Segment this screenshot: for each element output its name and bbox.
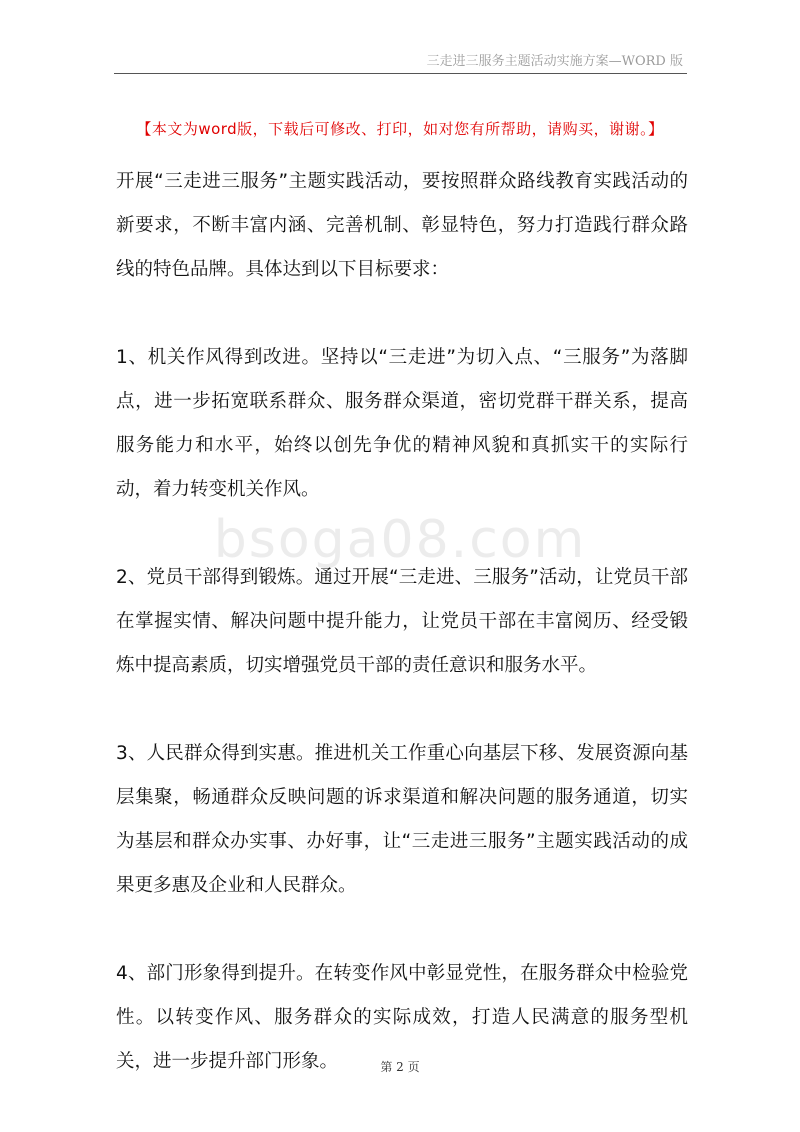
paragraph-item-4: 4、部门形象得到提升。在转变作风中彰显党性，在服务群众中检验党性。以转变作风、服务群众的实际成效，打造人民满意的服务型机关，进一步提升部门形象。 [116, 963, 688, 1072]
header-divider [114, 73, 687, 74]
document-body [116, 160, 688, 1128]
paragraph-item-2: 2、党员干部得到锻炼。通过开展“三走进、三服务”活动，让党员干部在掌握实情、解决问题中提升能力，让党员干部在丰富阅历、经受锻炼中提高素质，切实增强党员干部的责任意识和服务水平。 [116, 567, 688, 676]
paragraph-item-1: 1、机关作风得到改进。坚持以“三走进”为切入点、“三服务”为落脚点，进一步拓宽联系群众、服务群众渠道，密切党群干群关系，提高服务能力和水平，始终以创先争优的精神风貌和真抓实干的实际行动，着力转变机关作风。 [116, 347, 688, 500]
running-header: 三走进三服务主题活动实施方案—WORD 版 [426, 54, 683, 69]
page-number: 第 2 页 [380, 1060, 420, 1074]
download-notice: 【本文为word版，下载后可修改、打印，如对您有所帮助，请购买，谢谢。】 [136, 120, 664, 138]
watermark: bsoga08.com [213, 510, 587, 570]
paragraph-intro: 开展“三走进三服务”主题实践活动，要按照群众路线教育实践活动的新要求，不断丰富内涵、完善机制、彰显特色，努力打造践行群众路线的特色品牌。具体达到以下目标要求： [116, 171, 688, 280]
paragraph-item-3: 3、人民群众得到实惠。推进机关工作重心向基层下移、发展资源向基层集聚，畅通群众反映问题的诉求渠道和解决问题的服务通道，切实为基层和群众办实事、办好事，让“三走进三服务”主题实践活动的成果更多惠及企业和人民群众。 [116, 743, 688, 896]
